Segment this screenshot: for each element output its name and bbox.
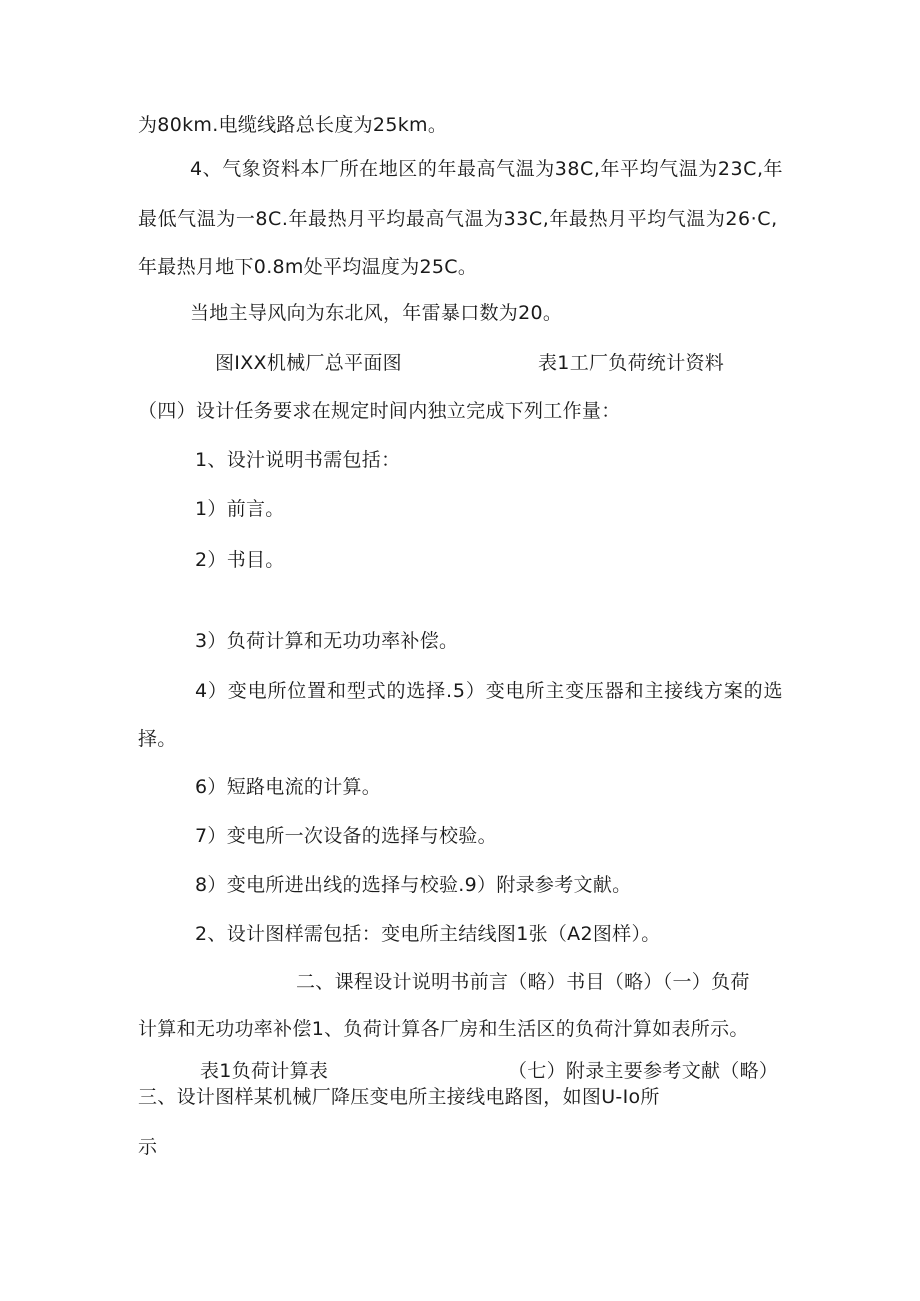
- section-heading: 三、设计图样某机械厂降压变电所主接线电路图，如图U-Io所: [138, 1086, 660, 1108]
- section-heading: 二、课程设计说明书前言（略）书目（略）（一）负荷: [296, 971, 750, 993]
- text-line: 4 、 气 象 资 料 本 厂 所 在 地 区 的 年 最 高 气 温 为 3 8 C , 年 平 均 气 温 为 2 3 C , 年: [190, 158, 783, 180]
- list-item: 1）前言。: [195, 498, 285, 520]
- list-item: 6）短路电流的计算。: [195, 776, 382, 798]
- text-line: 当地主导风向为东北风，年雷暴口数为20。: [190, 302, 563, 324]
- table-caption: 表1负荷计算表: [200, 1060, 329, 1082]
- list-item: 3）负荷计算和无功功率补偿。: [195, 630, 459, 652]
- figure-caption: 图IXX机械厂总平面图: [215, 352, 402, 374]
- list-item: 2）书目。: [195, 549, 285, 571]
- text-line: 2、设计图样需包括：变电所主结线图1张（A2图样）。: [195, 923, 661, 945]
- text-line: 年最热月地下0.8m处平均温度为25C。: [138, 256, 478, 278]
- list-item: 8）变电所进出线的选择与校验.9）附录参考文献。: [195, 874, 632, 896]
- text-line: 最 低 气 温 为 一 8 C . 年 最 热 月 平 均 最 高 气 温 为 3 3 C , 年 最 热 月 平 均 气 温 为 2 6 · C ,: [138, 208, 778, 230]
- text-line: 示: [138, 1136, 158, 1158]
- list-item: 7）变电所一次设备的选择与校验。: [195, 825, 497, 847]
- text-line: 择。: [138, 728, 177, 750]
- section-heading: （七）附录主要参考文献（略）: [508, 1060, 779, 1082]
- table-caption: 表1工厂负荷统计资料: [538, 352, 725, 374]
- section-heading: （四）设计任务要求在规定时间内独立完成下列工作量：: [138, 400, 621, 422]
- text-line: 为80km.电缆线路总长度为25km。: [138, 114, 448, 136]
- text-line: 1、设汁说明书需包括：: [195, 449, 401, 471]
- list-item: 4 ） 变 电 所 位 置 和 型 式 的 选 择 . 5 ） 变 电 所 主 变 压 器 和 主 接 线 方 案 的 选: [195, 680, 783, 702]
- text-line: 计算和无功功率补偿1、负荷计算各厂房和生活区的负荷汁算如表所示。: [138, 1018, 749, 1040]
